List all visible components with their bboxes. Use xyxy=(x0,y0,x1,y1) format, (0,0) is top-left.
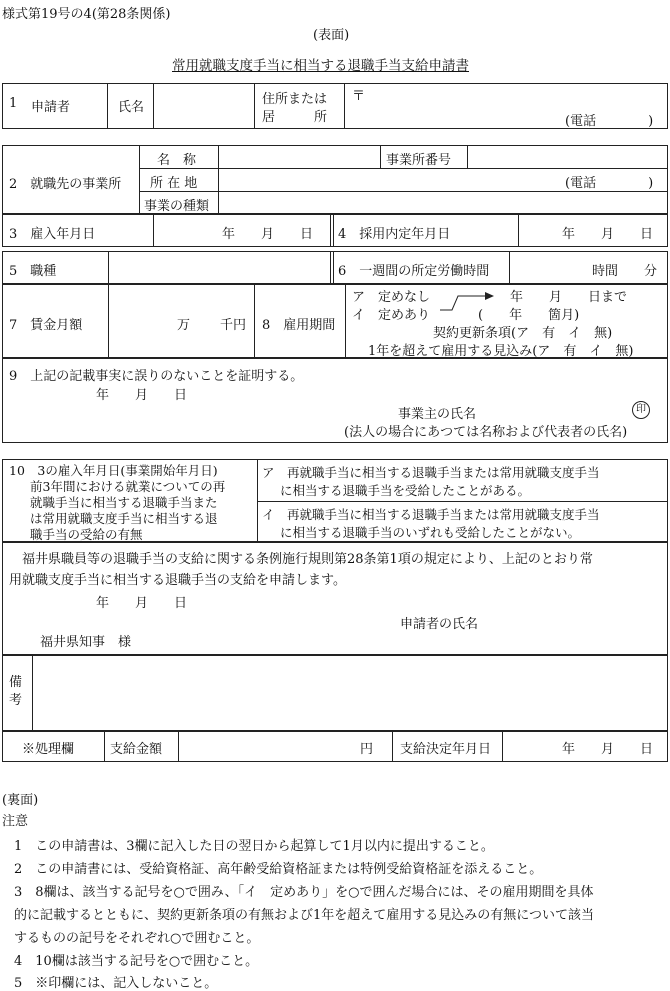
addressee: 福井県知事 様 xyxy=(40,635,132,650)
applicant-name-field[interactable] xyxy=(158,88,250,124)
prior-option-a-1[interactable]: ア 再就職手当に相当する退職手当または常用就職支度手当 xyxy=(262,465,600,480)
weekly-hours-label: 6 一週間の所定労働時間 xyxy=(338,264,490,279)
wage-sen[interactable]: 千円 xyxy=(220,318,247,333)
form-number: 様式第19号の4(第28条関係) xyxy=(2,7,171,22)
period-until[interactable]: 年 月 日まで xyxy=(510,290,628,305)
prior-option-i-1[interactable]: イ 再就職手当に相当する退職手当または常用就職支度手当 xyxy=(262,507,600,522)
remarks-label: 備考 xyxy=(9,675,23,708)
form-title: 常用就職支度手当に相当する退職手当支給申請書 xyxy=(172,58,469,74)
front-side-label: (表面) xyxy=(313,28,350,43)
prior-label-3: 就職手当に相当する退職手当また xyxy=(30,495,218,510)
employer-name-label: 名 称 xyxy=(157,153,197,168)
employer-location-label: 所 在 地 xyxy=(150,176,198,191)
address-label-2: 居 所 xyxy=(262,110,328,125)
office-number-field[interactable] xyxy=(471,148,665,166)
prior-label-2: 前3年間における就業についての再 xyxy=(30,479,226,494)
notes-title: 注意 xyxy=(2,814,29,829)
period-duration[interactable]: ( 年 箇月) xyxy=(478,308,580,323)
remarks-field[interactable] xyxy=(36,658,664,728)
note-item: するものの記号をそれぞれ○で囲むこと。 xyxy=(14,931,260,946)
hire-date-label: 3 雇入年月日 xyxy=(9,227,96,242)
note-item: 2 この申請書には、受給資格証、高年齢受給資格証または特例受給資格証を添えること。 xyxy=(14,862,543,877)
weekly-hours-value[interactable]: 時間 分 xyxy=(592,264,658,279)
job-row xyxy=(2,251,668,284)
period-option-a[interactable]: ア 定めなし xyxy=(352,290,431,305)
note-item: 3 8欄は、該当する記号を○で囲み、「イ 定めあり」を○で囲んだ場合には、その雇用期間を具体 xyxy=(14,885,594,900)
postal-mark: 〒 xyxy=(352,89,366,104)
applicant-label: 申請者 xyxy=(31,100,71,115)
note-item: 5 ※印欄には、記入しないこと。 xyxy=(14,976,218,991)
note-item: 1 この申請書は、3欄に記入した日の翌日から起算して1月以内に提出すること。 xyxy=(14,839,494,854)
period-label: 8 雇用期間 xyxy=(262,318,336,333)
prior-label-1: 10 3の雇入年月日(事業開始年月日) xyxy=(9,463,218,478)
hire-date-value[interactable]: 年 月 日 xyxy=(222,227,314,242)
wage-man[interactable]: 万 xyxy=(177,318,191,333)
certification-text: 9 上記の記載事実に誤りのないことを証明する。 xyxy=(9,369,304,384)
payment-amount-label: 支給金額 xyxy=(110,742,163,757)
application-date[interactable]: 年 月 日 xyxy=(96,596,188,611)
job-type-field[interactable] xyxy=(112,254,326,281)
employer-label: 2 就職先の事業所 xyxy=(9,177,122,192)
payment-amount-yen[interactable]: 円 xyxy=(360,742,374,757)
decision-date-label: 支給決定年月日 xyxy=(400,742,492,757)
employer-name-label-9: 事業主の氏名 xyxy=(398,407,477,422)
over-one-year[interactable]: 1年を超えて雇用する見込み(ア 有 イ 無) xyxy=(368,344,634,359)
job-type-label: 5 職種 xyxy=(9,264,57,279)
address-label-1: 住所または xyxy=(262,92,328,107)
period-option-i[interactable]: イ 定めあり xyxy=(352,308,431,323)
corporation-note: (法人の場合にあつては名称および代表者の氏名) xyxy=(344,425,628,440)
note-item: 4 10欄は該当する記号を○で囲むこと。 xyxy=(14,954,259,969)
decision-date-value[interactable]: 年 月 日 xyxy=(562,742,654,757)
employer-name-field[interactable] xyxy=(222,148,376,166)
renewal-clause[interactable]: 契約更新条項(ア 有 イ 無) xyxy=(433,326,613,341)
office-number-label: 事業所番号 xyxy=(386,153,452,168)
prior-option-a-2: に相当する退職手当を受給したことがある。 xyxy=(280,483,531,498)
offer-date-value[interactable]: 年 月 日 xyxy=(562,227,654,242)
employer-location-field[interactable] xyxy=(222,171,552,189)
offer-date-label: 4 採用内定年月日 xyxy=(338,227,451,242)
business-type-field[interactable] xyxy=(222,194,664,212)
certification-date[interactable]: 年 月 日 xyxy=(96,388,188,403)
wage-label: 7 賃金月額 xyxy=(9,318,83,333)
application-line-2: 用就職支度手当に相当する退職手当の支給を申請します。 xyxy=(9,573,346,588)
prior-label-4: は常用就職支度手当に相当する退 xyxy=(30,511,218,526)
applicant-name-label: 氏名 xyxy=(118,100,145,115)
applicant-phone: (電話 ) xyxy=(565,114,654,129)
prior-label-5: 職手当の受給の有無 xyxy=(30,527,143,542)
employer-phone: (電話 ) xyxy=(565,176,654,191)
prior-option-i-2: に相当する退職手当のいずれも受給したことがない。 xyxy=(280,525,581,540)
back-side-label: (裏面) xyxy=(2,793,39,808)
applicant-signature-label: 申請者の氏名 xyxy=(400,617,479,632)
application-line-1: 福井県職員等の退職手当の支給に関する条例施行規則第28条第1項の規定により、上記のとおり常 xyxy=(22,552,593,567)
processing-label: ※処理欄 xyxy=(22,742,75,757)
seal-icon: 印 xyxy=(632,401,650,419)
note-item: 的に記載するとともに、契約更新条項の有無および1年を超えて雇用する見込みの有無について該当 xyxy=(14,908,595,923)
business-type-label: 事業の種類 xyxy=(144,199,210,214)
applicant-num: 1 xyxy=(9,96,18,111)
